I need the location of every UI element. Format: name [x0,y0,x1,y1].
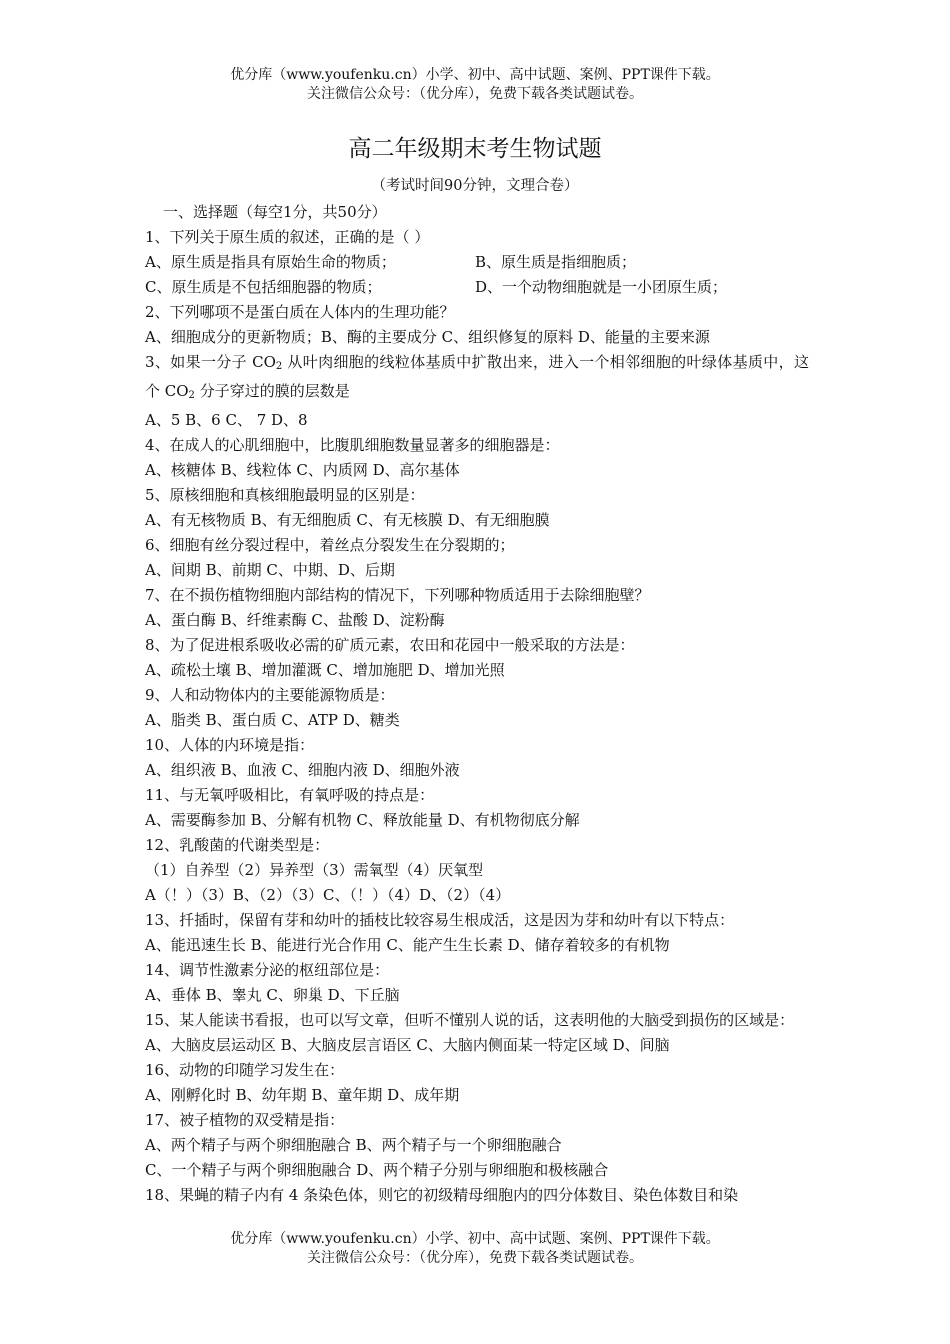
question-17-options-ab: A、两个精子与两个卵细胞融合 B、两个精子与一个卵细胞融合 [145,1136,562,1154]
header-line-1: 优分库（www.youfenku.cn）小学、初中、高中试题、案例、PPT课件下载。 [230,67,720,83]
question-16-options: A、刚孵化时 B、幼年期 B、童年期 D、成年期 [145,1086,460,1104]
question-8-options: A、疏松土壤 B、增加灌溉 C、增加施肥 D、增加光照 [145,661,505,679]
question-13-options: A、能迅速生长 B、能进行光合作用 C、能产生生长素 D、储存着较多的有机物 [145,936,670,954]
question-3-text-1: 3、如果一分子 CO [145,353,276,371]
question-6-options: A、间期 B、前期 C、中期、D、后期 [145,561,395,579]
question-10-stem: 10、人体的内环境是指： [145,736,315,754]
exam-title: 高二年级期末考生物试题 [348,136,602,162]
question-3-options: A、5 B、6 C、 7 D、8 [145,411,308,429]
question-1-option-a: A、原生质是指具有原始生命的物质； [145,253,396,271]
question-10-options: A、组织液 B、血液 C、细胞内液 D、细胞外液 [145,761,460,779]
header-line-2: 关注微信公众号：（优分库），免费下载各类试题试卷。 [307,86,643,102]
question-3-text-2: 从叶肉细胞的线粒体基质中扩散出来，进入一个相邻细胞的叶绿体基质中，这个 CO [145,353,809,400]
question-16-stem: 16、动物的印随学习发生在： [145,1061,345,1079]
question-3-text-3: 分子穿过的膜的层数是 [194,382,350,400]
question-1-stem: 1、下列关于原生质的叙述，正确的是（ ） [145,228,430,246]
question-1-options-cd [145,275,809,300]
question-15-options: A、大脑皮层运动区 B、大脑皮层言语区 C、大脑内侧面某一特定区域 D、间脑 [145,1036,670,1054]
question-9-options: A、脂类 B、蛋白质 C、ATP D、糖类 [145,711,400,729]
exam-subtitle: （考试时间90分钟，文理合卷） [371,178,579,194]
question-7-options: A、蛋白酶 B、纤维素酶 C、盐酸 D、淀粉酶 [145,611,445,629]
question-2-stem: 2、下列哪项不是蛋白质在人体内的生理功能？ [145,303,455,321]
question-11-stem: 11、与无氧呼吸相比，有氧呼吸的持点是： [145,786,435,804]
question-14-stem: 14、调节性激素分泌的枢纽部位是： [145,961,390,979]
footer-line-2: 关注微信公众号：（优分库），免费下载各类试题试卷。 [307,1250,643,1266]
question-1-option-b: B、原生质是指细胞质； [475,253,637,271]
question-12-options: A（！）（3）B、（2）（3）C、（！）（4）D、（2）（4） [145,886,511,904]
question-1-option-c: C、原生质是不包括细胞器的物质； [145,278,382,296]
question-2-options: A、细胞成分的更新物质；B、酶的主要成分 C、组织修复的原料 D、能量的主要来源 [145,328,710,346]
question-12-items: （1）自养型（2）异养型（3）需氧型（4）厌氧型 [145,861,484,879]
question-17-stem: 17、被子植物的双受精是指： [145,1111,345,1129]
question-6-stem: 6、细胞有丝分裂过程中，着丝点分裂发生在分裂期的； [145,536,515,554]
question-4-options: A、核糖体 B、线粒体 C、内质网 D、高尔基体 [145,461,460,479]
question-13-stem: 13、扦插时，保留有芽和幼叶的插枝比较容易生根成活，这是因为芽和幼叶有以下特点： [145,911,735,929]
section-heading: 一、选择题（每空1分，共50分） [163,203,387,221]
question-12-stem: 12、乳酸菌的代谢类型是： [145,836,330,854]
question-18-stem: 18、果蝇的精子内有 4 条染色体，则它的初级精母细胞内的四分体数目、染色体数目和染 [145,1186,739,1204]
question-5-options: A、有无核物质 B、有无细胞质 C、有无核膜 D、有无细胞膜 [145,511,550,529]
question-4-stem: 4、在成人的心肌细胞中，比腹肌细胞数量显著多的细胞器是： [145,436,560,454]
question-1-options-ab [145,250,809,275]
question-11-options: A、需要酶参加 B、分解有机物 C、释放能量 D、有机物彻底分解 [145,811,580,829]
question-1-option-d: D、一个动物细胞就是一小团原生质； [475,278,728,296]
question-3-stem [145,350,809,408]
footer-line-1: 优分库（www.youfenku.cn）小学、初中、高中试题、案例、PPT课件下载。 [230,1231,720,1247]
question-15-stem: 15、某人能读书看报，也可以写文章，但听不懂别人说的话，这表明他的大脑受到损伤的区域是： [145,1011,795,1029]
question-9-stem: 9、人和动物体内的主要能源物质是： [145,686,395,704]
question-17-options-cd: C、一个精子与两个卵细胞融合 D、两个精子分别与卵细胞和极核融合 [145,1161,609,1179]
co2-subscript: 2 [188,390,195,401]
question-8-stem: 8、为了促进根系吸收必需的矿质元素，农田和花园中一般采取的方法是： [145,636,635,654]
page-header [0,66,950,104]
question-7-stem: 7、在不损伤植物细胞内部结构的情况下，下列哪种物质适用于去除细胞壁？ [145,586,650,604]
co2-subscript: 2 [275,361,283,372]
exam-body [145,200,809,1208]
question-5-stem: 5、原核细胞和真核细胞最明显的区别是： [145,486,425,504]
page-footer [0,1230,950,1268]
question-14-options: A、垂体 B、睾丸 C、卵巢 D、下丘脑 [145,986,400,1004]
